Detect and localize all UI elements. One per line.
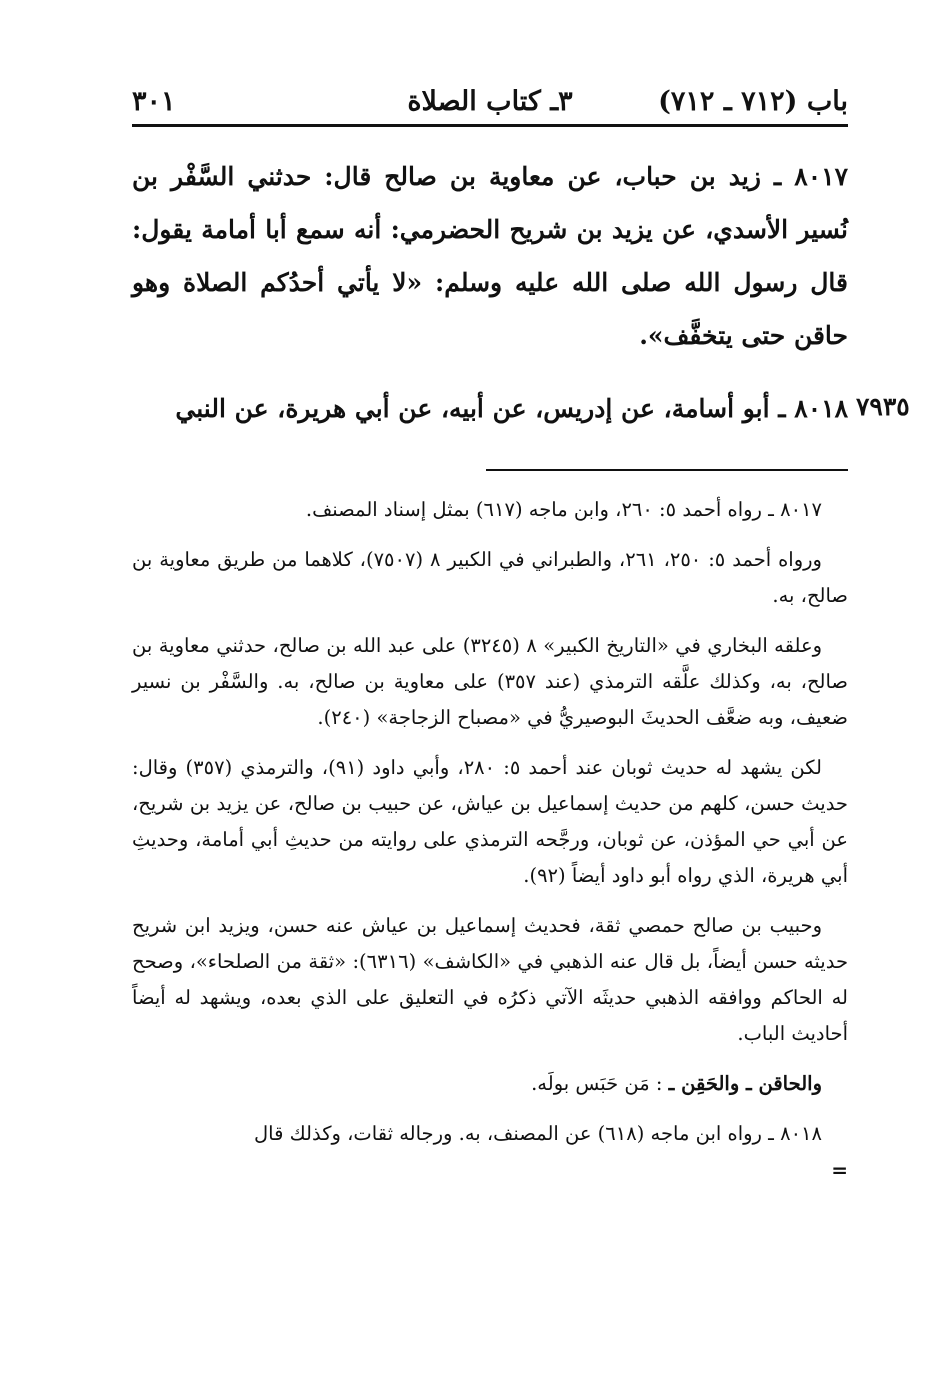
hadith-8018-text: ٨٠١٨ ـ أبو أسامة، عن إدريس، عن أبيه، عن أبي هريرة، عن النبي	[175, 394, 848, 423]
chapter-heading: باب (٧١٢ ـ ٧١٢)	[658, 86, 848, 117]
footnote-paragraph: ٨٠١٧ ـ رواه أحمد ٥: ٢٦٠، وابن ماجه (٦١٧) بمثل إسناد المصنف.	[305, 498, 822, 521]
footnote-divider	[486, 469, 848, 471]
page-number: ٣٠١	[132, 86, 176, 117]
header-divider	[132, 124, 848, 127]
hadith-8017	[132, 150, 848, 362]
footnote-paragraph: وعلقه البخاري في «التاريخ الكبير» ٨ (٣٢٤٥) على عبد الله بن صالح، حدثني معاوية بن صالح، به، وكذلك علَّقه الترمذي (عند ٣٥٧) على معاوية بن صالح، به. والسَّفْر بن نسير ضعيف، وبه ضعَّف الحديثَ البوصيريُّ في «مصباح الزجاجة» (٢٤٠).	[132, 634, 848, 729]
hadith-8017-quote: «لا يأتي أحدُكم الصلاة وهو حاقن حتى يتخفَّف».	[132, 268, 848, 350]
running-header	[132, 78, 848, 118]
glossary-term: والحاقن ـ والحَقِن ـ	[668, 1072, 822, 1095]
hadith-8018	[132, 382, 848, 435]
hadith-8017-text: ٨٠١٧ ـ زيد بن حباب، عن معاوية بن صالح قال: حدثني السَّفْر بن نُسير الأسدي، عن يزيد بن شريح الحضرمي: أنه سمع أبا أمامة يقول: قال رسول الله صلى الله عليه وسلم:	[132, 162, 848, 297]
margin-number: ٧٩٣٥	[856, 392, 910, 421]
footnote-paragraph: وحبيب بن صالح حمصي ثقة، فحديث إسماعيل بن عياش عنه حسن، ويزيد ابن شريح حديثه حسن أيضاً، بل قال عنه الذهبي في «الكاشف» (٦٣١٦): «ثقة من الصلحاء»، وصحح له الحاكم ووافقه الذهبي حديثَه الآتي ذكرُه في التعليق على الذي بعده، ويشهد له أيضاً أحاديث الباب.	[132, 914, 848, 1045]
footnote-paragraph: ٨٠١٨ ـ رواه ابن ماجه (٦١٨) عن المصنف، به. ورجاله ثقات، وكذلك قال	[253, 1122, 822, 1145]
glossary-definition: : مَن حَبَس بولَه.	[531, 1072, 663, 1095]
main-text	[132, 150, 848, 435]
glossary-note	[132, 1066, 848, 1102]
footnote-paragraph: لكن يشهد له حديث ثوبان عند أحمد ٥: ٢٨٠، وأبي داود (٩١)، والترمذي (٣٥٧) وقال: حديث حسن، كلهم من حديث إسماعيل بن عياش، عن حبيب بن صالح، عن يزيد بن شريح، عن أبي حي المؤذن، عن ثوبان، ورجَّحه الترمذي على روايته من حديثِ أبي أمامة، وحديثِ أبي هريرة، الذي رواه أبو داود أيضاً (٩٢).	[132, 756, 848, 887]
book-heading: ٣ـ كتاب الصلاة	[407, 86, 573, 117]
footnote-paragraph: ورواه أحمد ٥: ٢٥٠، ٢٦١، والطبراني في الكبير ٨ (٧٥٠٧)، كلاهما من طريق معاوية بن صالح، به.	[132, 548, 848, 607]
footnotes	[132, 492, 848, 1182]
continuation-mark: =	[831, 1158, 848, 1182]
